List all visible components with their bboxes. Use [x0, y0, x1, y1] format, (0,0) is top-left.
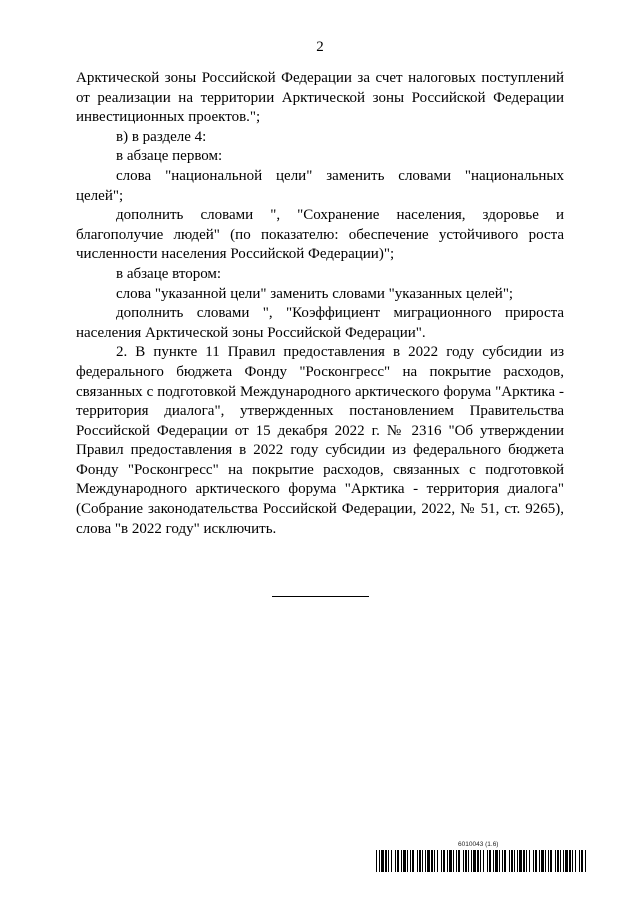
paragraph-5: дополнить словами ", "Сохранение населения, здоровье и благополучие людей" (по показателю: обеспечение устойчивого роста численности населения Российской Федерации)";	[76, 207, 564, 263]
document-body	[76, 69, 564, 539]
barcode-icon	[376, 850, 586, 872]
end-divider-line	[272, 596, 369, 597]
document-code: 6010043 (1.6)	[458, 841, 499, 848]
page-number: 2	[316, 39, 324, 55]
paragraph-4: слова "национальной цели" заменить словами "национальных целей";	[76, 167, 564, 204]
paragraph-8: дополнить словами ", "Коэффициент миграционного прироста населения Арктической зоны Российской Федерации".	[76, 305, 564, 341]
paragraph-1: Арктической зоны Российской Федерации за счет налоговых поступлений от реализации на территории Арктической зоны Российской Федерации инвестиционных проектов.";	[76, 70, 564, 126]
paragraph-3: в абзаце первом:	[116, 148, 223, 165]
paragraph-2: в) в разделе 4:	[116, 128, 207, 145]
paragraph-9: 2. В пункте 11 Правил предоставления в 2022 году субсидии из федерального бюджета Фонду "Росконгресс" на покрытие расходов, связанных с подготовкой Международного арктического форума "Арктика - территория диалога", утвержденных постановлением Правительства Российской Федерации от 15 декабря 2022 г. № 2316 "Об утверждении Правил предоставления в 2022 году субсидии из федерального бюджета Фонду "Росконгресс" на покрытие расходов, связанных с подготовкой Международного арктического форума "Арктика - территория диалога" (Собрание законодательства Российской Федерации, 2022, № 51, ст. 9265), слова "в 2022 году" исключить.	[76, 344, 564, 537]
paragraph-6: в абзаце втором:	[116, 265, 222, 282]
paragraph-7: слова "указанной цели" заменить словами "указанных целей";	[116, 285, 514, 302]
